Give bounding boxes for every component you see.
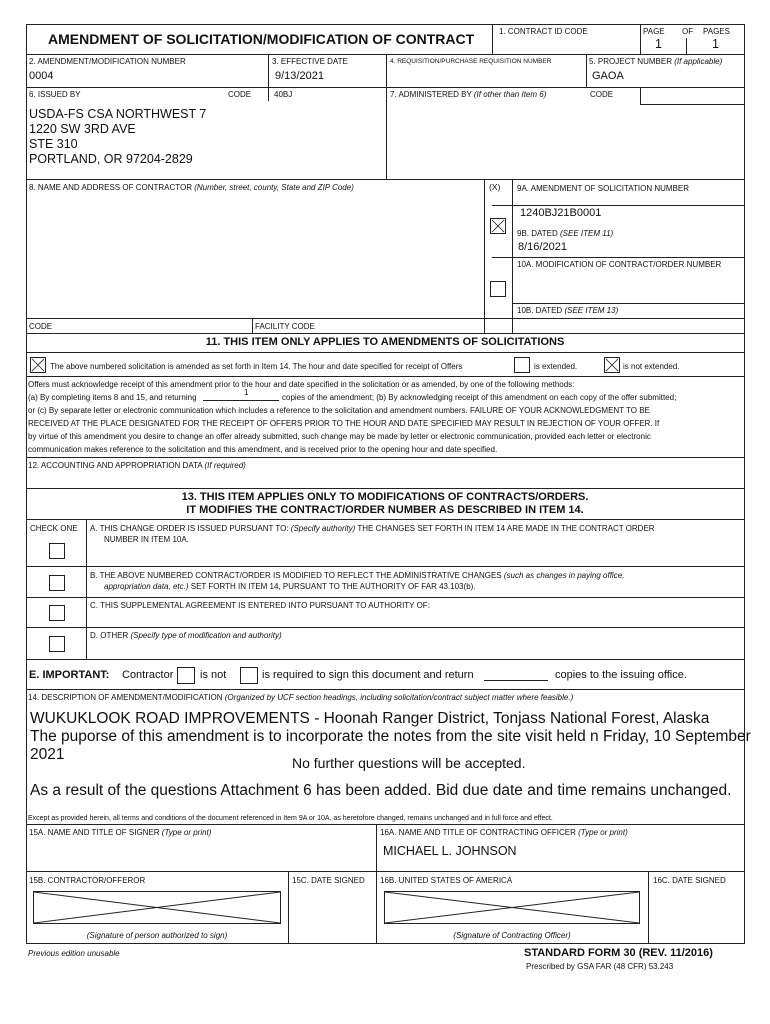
item11-para: Offers must acknowledge receipt of this amendment prior to the hour and date specified in the solicitation or as amended, by one of the following methods: bbox=[28, 380, 575, 389]
rule bbox=[648, 871, 649, 943]
rule bbox=[26, 87, 744, 88]
is-not-extended-label: is not extended. bbox=[623, 362, 680, 371]
rule bbox=[203, 400, 279, 401]
modification-10a-label: 10A. MODIFICATION OF CONTRACT/ORDER NUMBER bbox=[517, 260, 722, 269]
rule bbox=[26, 488, 744, 489]
page-value: 1 bbox=[655, 37, 662, 51]
effective-date-value: 9/13/2021 bbox=[275, 70, 324, 82]
rule bbox=[26, 659, 744, 660]
description-line: 2021 bbox=[30, 746, 65, 763]
rule bbox=[26, 689, 744, 690]
signature-cross-icon bbox=[385, 892, 639, 923]
rule bbox=[512, 303, 744, 304]
description-line: The puporse of this amendment is to incorporate the notes from the site visit held n Friday, 10 September bbox=[30, 728, 751, 745]
previous-edition: Previous edition unusable bbox=[28, 949, 120, 958]
date-signed-15c-label: 15C. DATE SIGNED bbox=[292, 876, 365, 885]
item13-title: 13. THIS ITEM APPLIES ONLY TO MODIFICATIONS OF CONTRACTS/ORDERS. bbox=[181, 491, 589, 503]
item13-subtitle: IT MODIFIES THE CONTRACT/ORDER NUMBER AS DESCRIBED IN ITEM 14. bbox=[186, 504, 584, 516]
rule bbox=[586, 54, 587, 87]
effective-date-label: 3. EFFECTIVE DATE bbox=[272, 57, 348, 66]
item11-para: copies of the amendment; (b) By acknowledging receipt of this amendment on each copy of the offer submitted; bbox=[282, 393, 677, 402]
item13c-text: C. THIS SUPPLEMENTAL AGREEMENT IS ENTERED INTO PURSUANT TO AUTHORITY OF: bbox=[90, 601, 430, 610]
rule bbox=[492, 205, 744, 206]
checkbox-13a[interactable] bbox=[49, 543, 65, 559]
rule bbox=[492, 24, 493, 54]
item13a-text2: NUMBER IN ITEM 10A. bbox=[104, 535, 189, 544]
rule bbox=[26, 457, 744, 458]
signature-cross-icon bbox=[34, 892, 280, 923]
checkbox-13d[interactable] bbox=[49, 636, 65, 652]
page-label: PAGE bbox=[643, 27, 665, 36]
important-label: E. IMPORTANT: bbox=[29, 669, 110, 681]
signature-caption: (Signature of Contracting Officer) bbox=[453, 931, 571, 940]
contract-id-label: 1. CONTRACT ID CODE bbox=[499, 27, 588, 36]
signer-label: 15A. NAME AND TITLE OF SIGNER (Type or print) bbox=[29, 828, 212, 837]
rule bbox=[686, 38, 687, 54]
amendment-number-label: 2. AMENDMENT/MODIFICATION NUMBER bbox=[29, 57, 186, 66]
administered-by-label: 7. ADMINISTERED BY (If other than Item 6) bbox=[390, 90, 547, 99]
checkbox-is-not[interactable] bbox=[177, 667, 195, 684]
x-column-label: (X) bbox=[489, 182, 501, 192]
rule bbox=[386, 54, 387, 179]
item11-line1: The above numbered solicitation is amended as set forth in Item 14. The hour and date specified for receipt of Offers bbox=[50, 362, 463, 371]
checkmark-x-icon bbox=[605, 358, 619, 372]
code-label: CODE bbox=[228, 90, 252, 99]
issuer-address-line: STE 310 bbox=[29, 137, 78, 151]
rule bbox=[26, 943, 744, 944]
rule bbox=[86, 519, 87, 659]
copies-value: 1 bbox=[244, 388, 249, 397]
rule bbox=[640, 24, 641, 54]
rule bbox=[26, 376, 744, 377]
of-label: OF bbox=[682, 27, 694, 36]
rule bbox=[26, 824, 744, 825]
rule bbox=[26, 519, 744, 520]
prescribed-text: Prescribed by GSA FAR (48 CFR) 53.243 bbox=[526, 962, 674, 971]
item11-para: (a) By completing items 8 and 15, and returning bbox=[28, 393, 197, 402]
item13a-text: A. THIS CHANGE ORDER IS ISSUED PURSUANT TO: (Specify authority) THE CHANGES SET FORTH IN ITEM 14 ARE MADE IN THE CONTRACT ORDER bbox=[90, 524, 655, 533]
checkbox-13b[interactable] bbox=[49, 575, 65, 591]
rule bbox=[376, 824, 377, 943]
checkbox-is-extended[interactable] bbox=[514, 357, 530, 373]
rule bbox=[26, 179, 744, 180]
requisition-label: 4. REQUISITION/PURCHASE REQUISITION NUMBER bbox=[390, 58, 552, 65]
project-number-label: 5. PROJECT NUMBER (If applicable) bbox=[589, 57, 723, 66]
issuer-address-line: PORTLAND, OR 97204-2829 bbox=[29, 152, 193, 166]
contractor-offeror-label: 15B. CONTRACTOR/OFFEROR bbox=[29, 876, 146, 885]
issuer-address-line: 1220 SW 3RD AVE bbox=[29, 122, 136, 136]
description-line: As a result of the questions Attachment 6 has been added. Bid due date and time remains unchanged. bbox=[30, 782, 732, 799]
rule bbox=[26, 24, 744, 25]
important-copies: copies to the issuing office. bbox=[555, 669, 687, 681]
checkbox-13c[interactable] bbox=[49, 605, 65, 621]
item11-title: 11. THIS ITEM ONLY APPLIES TO AMENDMENTS OF SOLICITATIONS bbox=[205, 336, 565, 348]
important-contractor: Contractor bbox=[122, 669, 174, 681]
checkbox-is-required[interactable] bbox=[240, 667, 258, 684]
item14-label: 14. DESCRIPTION OF AMENDMENT/MODIFICATION (Organized by UCF section headings, including solicitation/contract subject matter where feasible.) bbox=[28, 693, 574, 702]
pages-value: 1 bbox=[712, 37, 719, 51]
checkmark-x-icon bbox=[491, 219, 505, 233]
checkbox-9a-checked[interactable] bbox=[490, 218, 506, 234]
form-title: AMENDMENT OF SOLICITATION/MODIFICATION OF CONTRACT bbox=[48, 31, 475, 47]
checkbox-10a[interactable] bbox=[490, 281, 506, 297]
is-extended-label: is extended. bbox=[534, 362, 578, 371]
item11-para: communication makes reference to the solicitation and this amendment, and is received prior to the opening hour and date specified. bbox=[28, 445, 498, 454]
rule bbox=[26, 318, 744, 319]
rule bbox=[512, 179, 513, 333]
administered-code-label: CODE bbox=[590, 90, 614, 99]
rule bbox=[26, 871, 744, 872]
amendment-solicitation-label: 9A. AMENDMENT OF SOLICITATION NUMBER bbox=[517, 184, 690, 193]
important-is-not: is not bbox=[200, 669, 227, 681]
rule bbox=[288, 871, 289, 943]
except-text: Except as provided herein, all terms and conditions of the document referenced in Item 9A or 10A, as heretofore changed, remains unchanged and in full force and effect. bbox=[28, 815, 553, 822]
important-is-required: is required to sign this document and return bbox=[262, 669, 474, 681]
rule bbox=[744, 24, 745, 944]
rule bbox=[26, 597, 744, 598]
item13d-text: D. OTHER (Specify type of modification and authority) bbox=[90, 631, 282, 640]
copies-underline bbox=[484, 680, 548, 681]
item13b-text: B. THE ABOVE NUMBERED CONTRACT/ORDER IS MODIFIED TO REFLECT THE ADMINISTRATIVE CHANGES (such as changes in paying office, bbox=[90, 571, 625, 580]
rule bbox=[26, 352, 744, 353]
item12-label: 12. ACCOUNTING AND APPROPRIATION DATA (If required) bbox=[28, 461, 246, 470]
dated-9b-value: 8/16/2021 bbox=[518, 241, 567, 253]
officer-label: 16A. NAME AND TITLE OF CONTRACTING OFFICER (Type or print) bbox=[380, 828, 628, 837]
checkbox-is-not-extended-checked[interactable] bbox=[604, 357, 620, 373]
officer-signature-box[interactable] bbox=[384, 891, 640, 924]
contractor-code-label: CODE bbox=[29, 322, 53, 331]
dated-9b-label: 9B. DATED (SEE ITEM 11) bbox=[517, 229, 614, 238]
rule bbox=[26, 24, 27, 944]
signature-caption: (Signature of person authorized to sign) bbox=[86, 931, 228, 940]
rule bbox=[26, 54, 744, 55]
item11-para: by virtue of this amendment you desire to change an offer already submitted, such change may be made by letter or electronic communication, provided each letter or electronic bbox=[28, 432, 651, 441]
amendment-number-value: 0004 bbox=[29, 70, 54, 82]
description-line: No further questions will be accepted. bbox=[292, 755, 526, 771]
amendment-solicitation-value: 1240BJ21B0001 bbox=[520, 207, 602, 219]
pages-label: PAGES bbox=[703, 27, 730, 36]
rule bbox=[640, 87, 641, 104]
contractor-signature-box[interactable] bbox=[33, 891, 281, 924]
rule bbox=[252, 318, 253, 333]
rule bbox=[484, 179, 485, 333]
rule bbox=[492, 257, 744, 258]
checkbox-amended-checked[interactable] bbox=[30, 357, 46, 373]
item13b-text2: appropriation data, etc.) SET FORTH IN ITEM 14, PURSUANT TO THE AUTHORITY OF FAR 43.103(b). bbox=[104, 582, 476, 591]
check-one-label: CHECK ONE bbox=[30, 524, 78, 533]
officer-name: MICHAEL L. JOHNSON bbox=[383, 844, 517, 858]
checkmark-x-icon bbox=[31, 358, 45, 372]
rule bbox=[268, 54, 269, 87]
project-number-value: GAOA bbox=[592, 70, 624, 82]
rule bbox=[640, 104, 744, 105]
item11-para: or (c) By separate letter or electronic communication which includes a reference to the solicitation and amendment numbers. FAILURE OF YOUR ACKNOWLEDGMENT TO BE bbox=[28, 406, 650, 415]
dated-10b-label: 10B. DATED (SEE ITEM 13) bbox=[517, 306, 619, 315]
contractor-label: 8. NAME AND ADDRESS OF CONTRACTOR (Number, street, county, State and ZIP Code) bbox=[29, 183, 354, 192]
item11-para: RECEIVED AT THE PLACE DESIGNATED FOR THE RECEIPT OF OFFERS PRIOR TO THE HOUR AND DATE SPECIFIED MAY RESULT IN REJECTION OF YOUR OFFER. If bbox=[28, 419, 660, 428]
code-value: 40BJ bbox=[274, 90, 293, 99]
rule bbox=[26, 566, 744, 567]
description-line: WUKUKLOOK ROAD IMPROVEMENTS - Hoonah Ranger District, Tonjass National Forest, Alaska bbox=[30, 710, 710, 727]
facility-code-label: FACILITY CODE bbox=[255, 322, 315, 331]
usa-label: 16B. UNITED STATES OF AMERICA bbox=[380, 876, 513, 885]
rule bbox=[268, 87, 269, 101]
date-signed-16c-label: 16C. DATE SIGNED bbox=[653, 876, 726, 885]
rule bbox=[26, 333, 744, 334]
issued-by-label: 6. ISSUED BY bbox=[29, 90, 81, 99]
standard-form: STANDARD FORM 30 (REV. 11/2016) bbox=[524, 947, 713, 959]
rule bbox=[26, 627, 744, 628]
issuer-address-line: USDA-FS CSA NORTHWEST 7 bbox=[29, 107, 207, 121]
